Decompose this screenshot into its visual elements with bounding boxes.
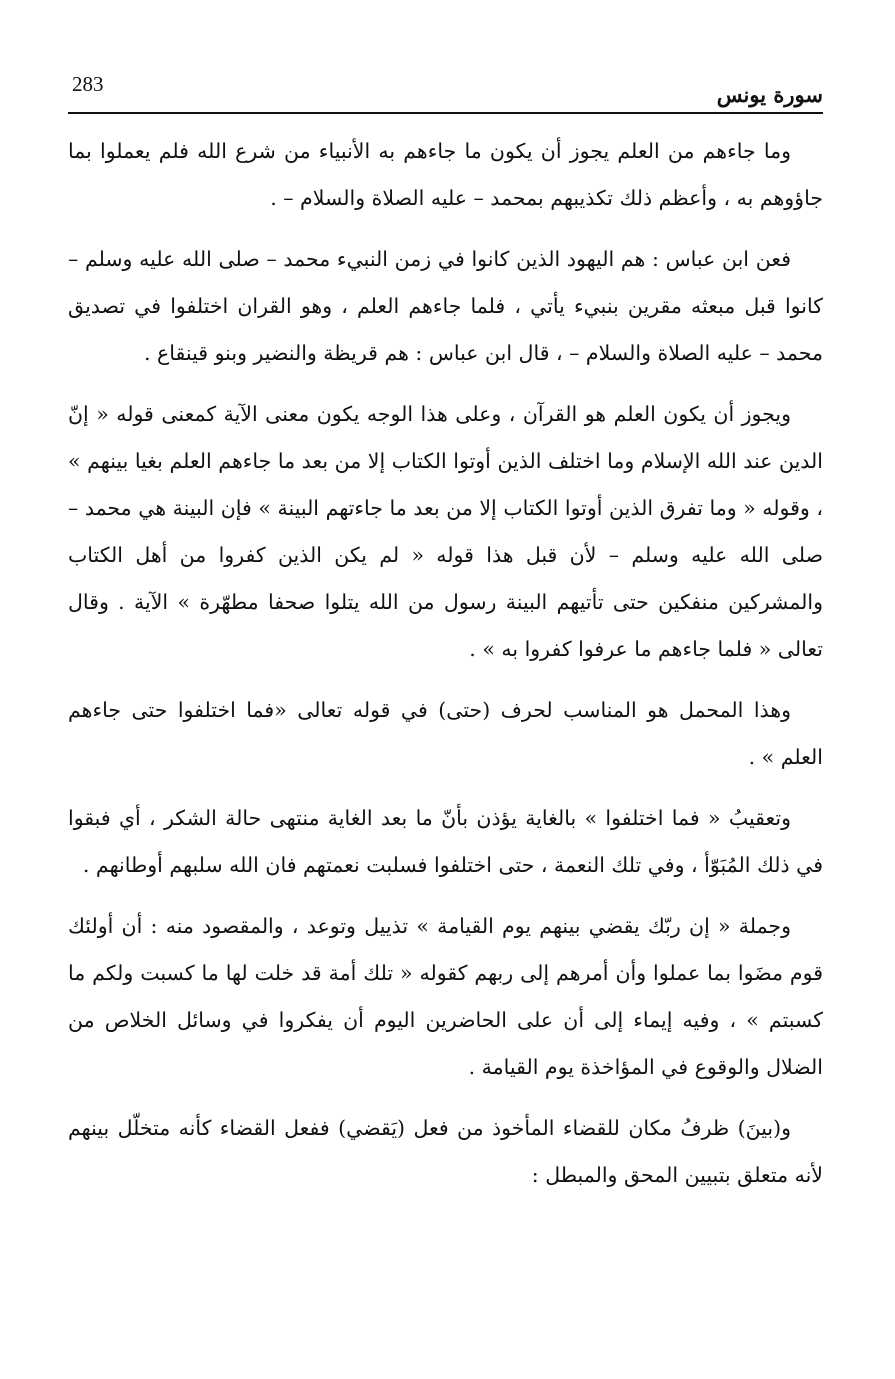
running-head: سورة يونس	[716, 82, 823, 107]
paragraph: وجملة « إن ربّك يقضي بينهم يوم القيامة » تذييل وتوعد ، والمقصود منه : أن أولئك قوم مضَوا بما عملوا وأن أمرهم إلى ربهم كقوله « تلك أمة قد خلت لها ما كسبت ولكم ما كسبتم » ، وفيه إيماء إلى أن على الحاضرين اليوم أن يفكروا في وسائل الخلاص من الضلال والوقوع في المؤاخذة يوم القيامة .	[68, 914, 823, 1079]
paragraph: ويجوز أن يكون العلم هو القرآن ، وعلى هذا الوجه يكون معنى الآية كمعنى قوله « إنّ الدين عند الله الإسلام وما اختلف الذين أوتوا الكتاب إلا من بعد ما جاءهم العلم بغيا بينهم » ، وقوله « وما تفرق الذين أوتوا الكتاب إلا من بعد ما جاءتهم البينة » فإن البينة هي محمد – صلى الله عليه وسلم – لأن قبل هذا قوله « لم يكن الذين كفروا من أهل الكتاب والمشركين منفكين حتى تأتيهم البينة رسول من الله يتلوا صحفا مطهّرة » الآية . وقال تعالى « فلما جاءهم ما عرفوا كفروا به » .	[68, 402, 824, 661]
body-text	[68, 128, 823, 1213]
paragraph: فعن ابن عباس : هم اليهود الذين كانوا في زمن النبيء محمد – صلى الله عليه وسلم – كانوا قبل مبعثه مقرين بنبيء يأتي ، فلما جاءهم العلم ، وهو القران اختلفوا في تصديق محمد – عليه الصلاة والسلام – ، قال ابن عباس : هم قريظة والنضير وبنو قينقاع .	[68, 247, 823, 365]
header-divider	[68, 112, 823, 114]
page-number: 283	[72, 72, 104, 96]
paragraph: وهذا المحمل هو المناسب لحرف (حتى) في قوله تعالى «فما اختلفوا حتى جاءهم العلم » .	[68, 698, 823, 769]
paragraph: وما جاءهم من العلم يجوز أن يكون ما جاءهم به الأنبياء من شرع الله فلم يعملوا بما جاؤوهم به ، وأعظم ذلك تكذيبهم بمحمد – عليه الصلاة والسلام – .	[68, 139, 823, 210]
paragraph: وتعقيبُ « فما اختلفوا » بالغاية يؤذن بأنّ ما بعد الغاية منتهى حالة الشكر ، أي فبقوا في ذلك المُبَوّأ ، وفي تلك النعمة ، حتى اختلفوا فسلبت نعمتهم فان الله سلبهم أوطانهم .	[68, 806, 823, 877]
paragraph: و(بينَ) ظرفُ مكان للقضاء المأخوذ من فعل (يَقضي) ففعل القضاء كأنه متخلّل بينهم لأنه متعلق بتبيين المحق والمبطل :	[68, 1116, 823, 1187]
